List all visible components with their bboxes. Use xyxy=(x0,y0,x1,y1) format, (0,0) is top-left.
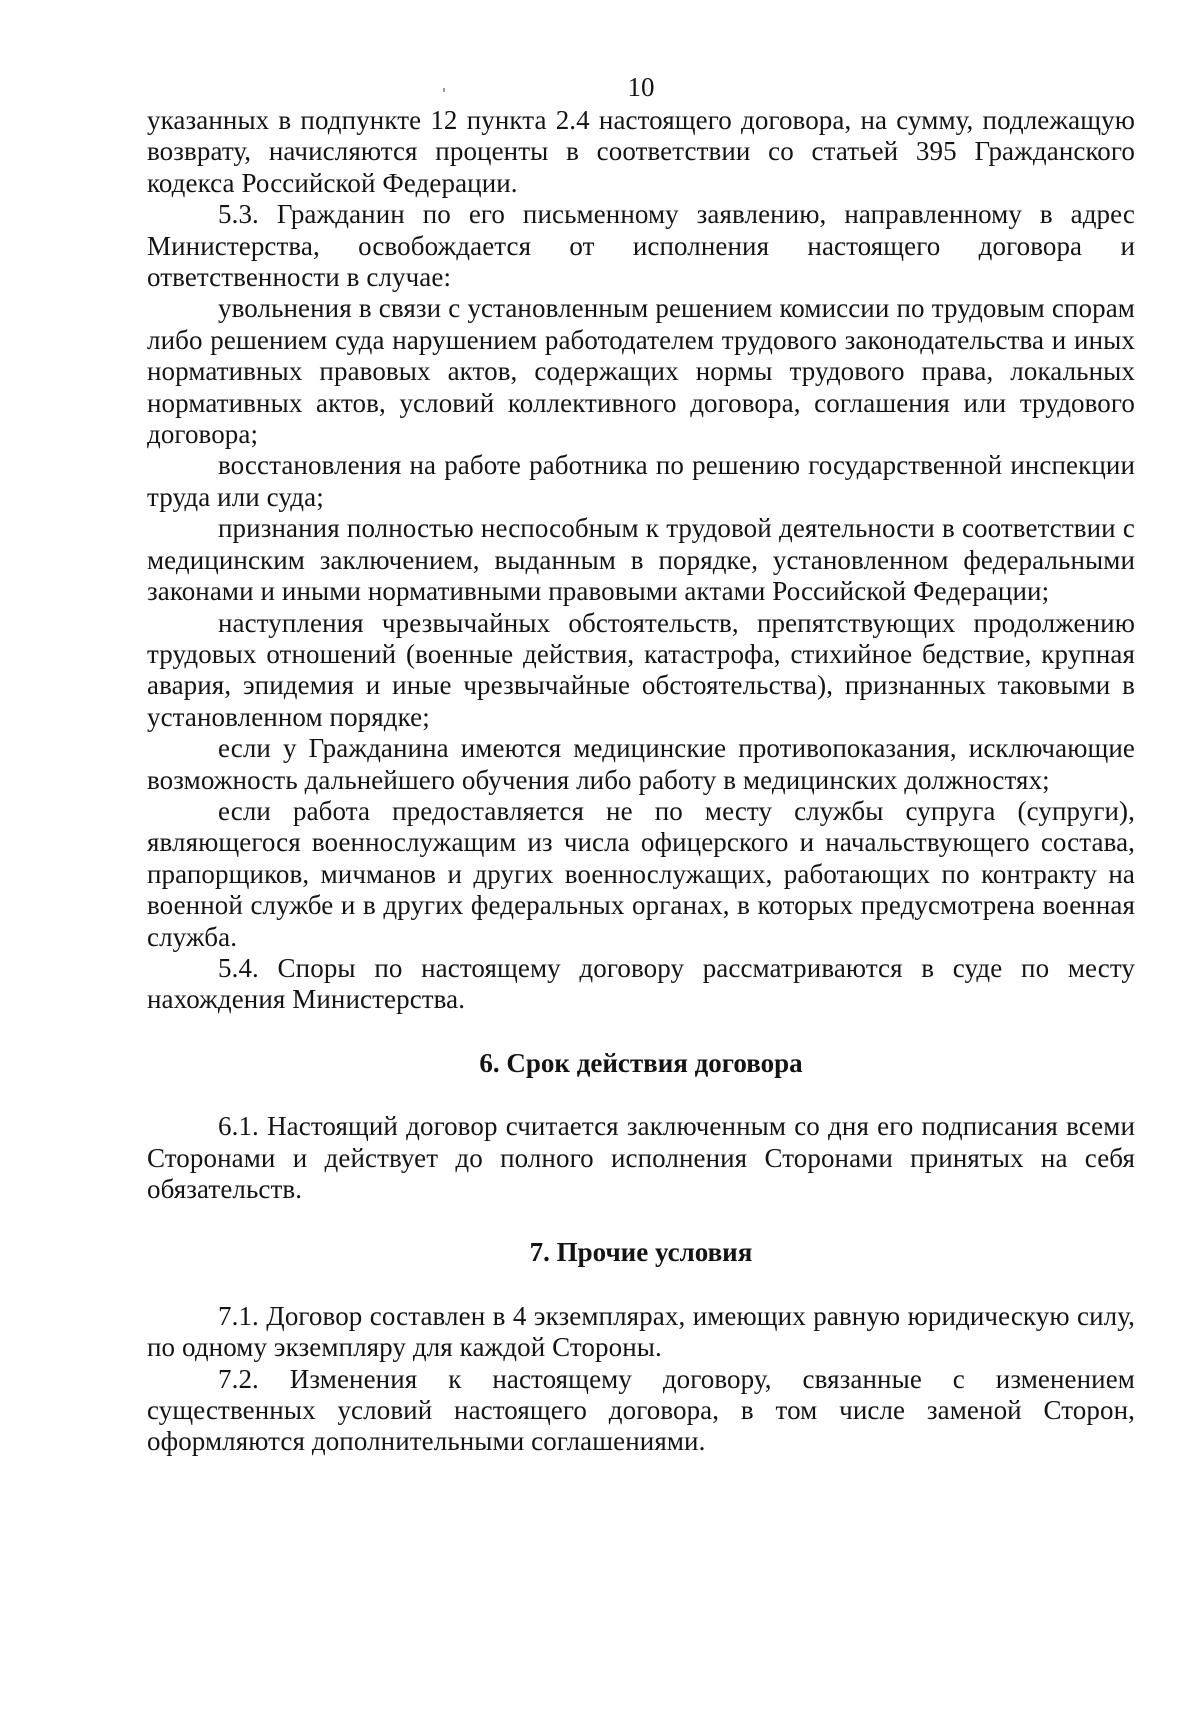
section-6-heading: 6. Срок действия договора xyxy=(479,1047,803,1078)
paragraph-5-3: 5.3. Гражданин по его письменному заявлению, направленному в адрес Министерства, освобождается от исполнения настоящего договора и ответственности в случае: xyxy=(147,199,1135,293)
page-number: 10 xyxy=(627,72,655,102)
paragraph-5-3-reinstatement: восстановления на работе работника по решению государственной инспекции труда или суда; xyxy=(147,450,1135,512)
paragraph-5-3-medical: если у Гражданина имеются медицинские противопоказания, исключающие возможность дальнейшего обучения либо работу в медицинских должностях; xyxy=(147,733,1135,795)
paragraph-5-3-incapacity: признания полностью неспособным к трудовой деятельности в соответствии с медицинским заключением, выданным в порядке, установленном федеральными законами и иными нормативными правовыми актами Российской Федерации; xyxy=(147,513,1135,607)
paragraph-7-1: 7.1. Договор составлен в 4 экземплярах, имеющих равную юридическую силу, по одному экземпляру для каждой Стороны. xyxy=(147,1300,1135,1363)
section-7-heading: 7. Прочие условия xyxy=(529,1237,753,1268)
paragraph-continuation: указанных в подпункте 12 пункта 2.4 настоящего договора, на сумму, подлежащую возврату, начисляются проценты в соответствии со статьей 395 Гражданского кодекса Российской Федерации. xyxy=(147,105,1135,198)
paragraph-7-2: 7.2. Изменения к настоящему договору, связанные с изменением существенных условий настоящего договора, в том числе заменой Сторон, оформляются дополнительными соглашениями. xyxy=(147,1363,1135,1457)
document-page xyxy=(147,72,1135,1458)
paragraph-5-3-dismissal: увольнения в связи с установленным решением комиссии по трудовым спорам либо решением суда нарушением работодателем трудового законодательства и иных нормативных правовых актов, содержащих нормы трудового права, локальных нормативных актов, условий коллективного договора, соглашения или трудового договора; xyxy=(147,293,1135,450)
paragraph-6-1: 6.1. Настоящий договор считается заключенным со дня его подписания всеми Сторонами и действует до полного исполнения Сторонами принятых на себя обязательств. xyxy=(147,1111,1135,1204)
paragraph-5-4: 5.4. Споры по настоящему договору рассматриваются в суде по месту нахождения Министерства. xyxy=(147,952,1135,1015)
paragraph-5-3-spouse: если работа предоставляется не по месту службы супруга (супруги), являющегося военнослужащим из числа офицерского и начальствующего состава, прапорщиков, мичманов и других военнослужащих, работающих по контракту на военной службе и в других федеральных органах, в которых предусмотрена военная служба. xyxy=(147,795,1135,952)
paragraph-5-3-emergency: наступления чрезвычайных обстоятельств, препятствующих продолжению трудовых отношений (военные действия, катастрофа, стихийное бедствие, крупная авария, эпидемия и иные чрезвычайные обстоятельства), признанных таковыми в установленном порядке; xyxy=(147,607,1135,732)
